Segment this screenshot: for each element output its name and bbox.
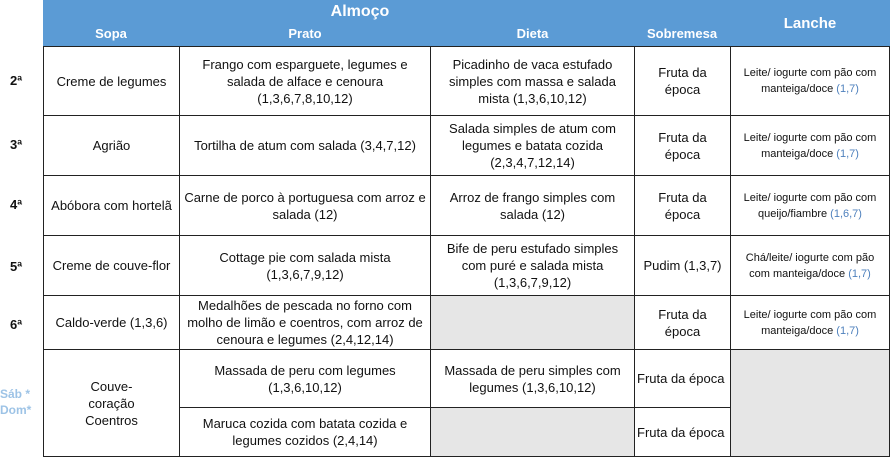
dieta-cell: Salada simples de atum com legumes e batata cozida (2,3,4,7,12,14) [449, 121, 616, 170]
day-label-3: 3ª [10, 137, 23, 152]
day-label-2: 2ª [10, 73, 23, 88]
sobremesa-cell: Fruta da época [637, 424, 725, 440]
day-label-sabado: Sáb * [0, 387, 31, 401]
prato-cell: Frango com esparguete, legumes e salada de alface e cenoura (1,3,6,7,8,10,12) [202, 56, 408, 106]
day-label-domingo: Dom* [0, 403, 32, 417]
dieta-cell: Arroz de frango simples com salada (12) [449, 189, 616, 222]
sobremesa-cell: Fruta da época [658, 129, 707, 162]
sobremesa-cell: Fruta da época [658, 189, 707, 222]
day-label-4: 4ª [10, 197, 23, 212]
lanche-text: Leite/ iogurte com pão com queijo/fiambre [743, 191, 877, 220]
prato-cell: Cottage pie com salada mista (1,3,6,7,9,12) [219, 249, 391, 282]
allergen-ref: (1,7) [836, 83, 859, 95]
allergen-ref: (1,6,7) [830, 207, 862, 220]
day-label-5: 5ª [10, 259, 23, 274]
empty-cell-dieta-6 [431, 295, 634, 349]
allergen-ref: (1,7) [848, 267, 871, 280]
sobremesa-cell: Fruta da época [658, 306, 707, 339]
header-sopa: Sopa [95, 26, 127, 41]
header-lanche: Lanche [783, 15, 837, 32]
prato-cell: Carne de porco à portuguesa com arroz e salada (12) [184, 189, 426, 222]
lanche-text: Chá/leite/ iogurte com pão com manteiga/doce [745, 251, 875, 280]
sopa-cell: Creme de legumes [56, 73, 167, 89]
header-sobremesa: Sobremesa [646, 26, 718, 41]
header-prato: Prato [288, 26, 322, 41]
sopa-cell: Creme de couve-flor [52, 258, 171, 273]
sopa-cell: Agrião [92, 138, 131, 153]
lanche-cell [731, 116, 889, 175]
empty-cell-dieta-weekend-b [431, 407, 634, 457]
allergen-ref: (1,7) [836, 147, 859, 160]
empty-cell-lanche-weekend [730, 349, 890, 457]
sobremesa-cell: Fruta da época [658, 65, 707, 97]
prato-cell: Massada de peru com legumes (1,3,6,10,12) [214, 362, 396, 395]
prato-cell: Tortilha de atum com salada (3,4,7,12) [194, 138, 416, 153]
sobremesa-cell: Fruta da época [637, 371, 725, 386]
lanche-text: Leite/ iogurte com pão com manteiga/doce [743, 308, 877, 337]
lanche-text: Leite/ iogurte com pão com manteiga/doce [743, 131, 877, 160]
sopa-cell: Couve-coração Coentros [85, 378, 138, 428]
allergen-ref: (1,7) [836, 324, 859, 337]
lanche-text: Leite/ iogurte com pão com manteiga/doce [743, 67, 877, 95]
header-almoco: Almoço [330, 3, 390, 20]
dieta-cell: Massada de peru simples com legumes (1,3,6,10,12) [444, 362, 621, 395]
day-label-6: 6ª [10, 317, 23, 332]
sobremesa-cell: Pudim (1,3,7) [643, 258, 722, 273]
lanche-cell [731, 176, 889, 235]
sopa-cell: Caldo-verde (1,3,6) [55, 315, 168, 330]
lanche-cell [731, 47, 889, 115]
header-dieta: Dieta [516, 26, 549, 41]
lanche-cell [731, 236, 889, 295]
prato-cell: Medalhões de pescada no forno com molho de limão e coentros, com arroz de cenoura e legumes (2,4,12,14) [187, 298, 423, 347]
dieta-cell: Bife de peru estufado simples com puré e salada mista (1,3,6,7,9,12) [446, 241, 619, 290]
prato-cell: Maruca cozida com batata cozida e legumes cozidos (2,4,14) [202, 416, 408, 448]
dieta-cell: Picadinho de vaca estufado simples com massa e salada mista (1,3,6,10,12) [449, 56, 616, 106]
lanche-cell [731, 296, 889, 349]
sopa-cell: Abóbora com hortelã [51, 198, 172, 213]
